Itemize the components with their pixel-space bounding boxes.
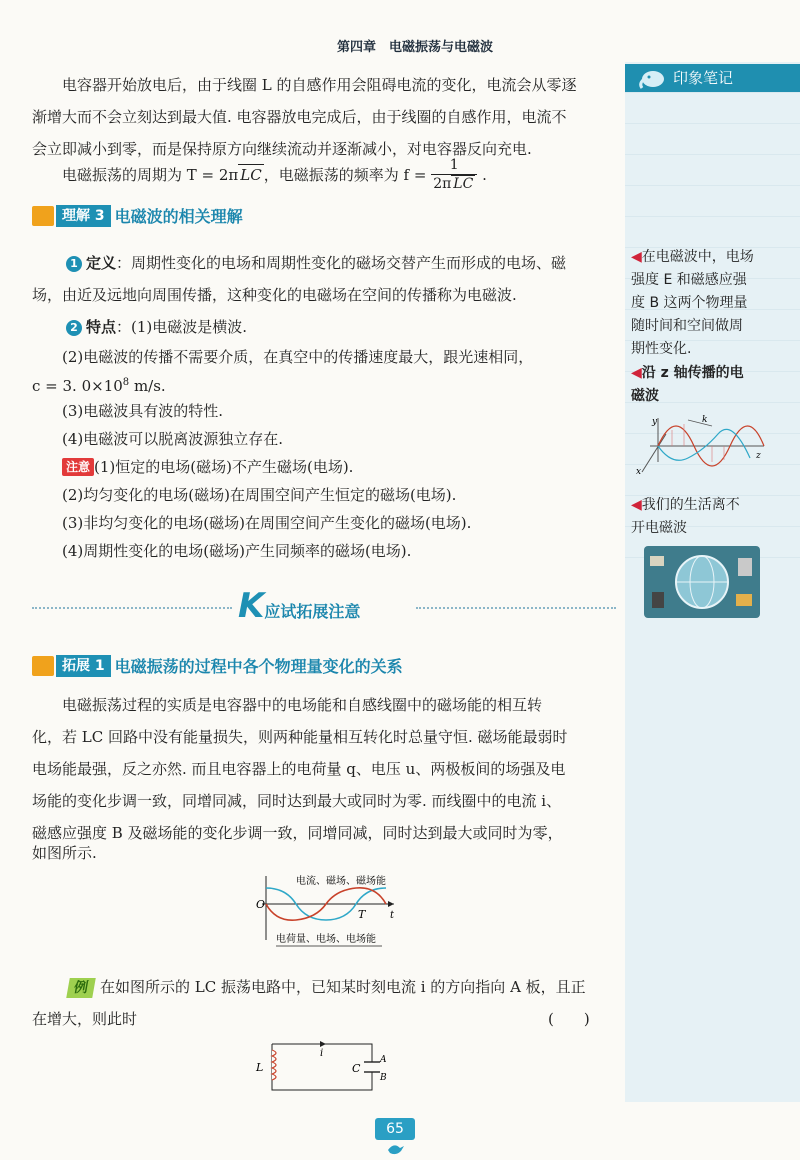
elephant-icon (637, 66, 667, 90)
axis-x-label: x (636, 467, 642, 477)
section-understand-heading (32, 204, 243, 230)
note-tag: 注意 (62, 458, 94, 476)
current-label: 电流、磁场、磁场能 (296, 876, 386, 887)
sidebar-note-2: ◀沿 z 轴传播的电 磁波 (631, 365, 744, 404)
number-badge-2: 2 (66, 320, 82, 336)
expand-line-2: 化，若 LC 回路中没有能量损失，则两种能量相互转化时总量守恒. 磁场能最弱时 (32, 728, 568, 746)
triangle-icon: ◀ (631, 365, 642, 381)
inductor-label: L (256, 1061, 264, 1074)
feature-line-1: 2 特点：(1)电磁波是横波. (66, 312, 247, 342)
note-line-4: (4)周期性变化的电场(磁场)产生同频率的磁场(电场). (62, 542, 412, 560)
section-title: 电磁振荡的过程中各个物理量变化的关系 (114, 657, 403, 676)
banner-title (238, 586, 360, 626)
feature-line-4: (4)电磁波可以脱离波源独立存在. (62, 430, 284, 448)
chapter-header: 第四章 电磁振荡与电磁波 (336, 40, 493, 55)
triangle-icon: ◀ (631, 249, 642, 265)
intro-line-3: 会立即减小到零，而是保持原方向继续流动并逐渐减小，对电容器反向充电. (32, 140, 532, 158)
section-tag: 拓展 1 (56, 655, 111, 677)
banner-letter: K (238, 586, 265, 626)
expand-line-6: 如图所示. (32, 844, 97, 862)
sidebar-header-label: 印象笔记 (673, 69, 734, 87)
book-icon (32, 656, 54, 676)
lc-circuit-diagram (254, 1034, 390, 1100)
frequency-fraction: $\frac{1}{\text{2π LC}}$ (431, 156, 477, 193)
feature-line-3: (3)电磁波具有波的特性. (62, 402, 224, 420)
expand-line-4: 场能的变化步调一致，同增同减，同时达到最大或同时为零. 而线圈中的电流 i、 (32, 792, 562, 810)
globe-devices-image (644, 546, 760, 618)
sidebar-note-1: ◀在电磁波中，电场 强度 E 和磁感应强 度 B 这两个物理量 随时间和空间做周 期性变化. (631, 249, 754, 357)
intro-line-1: 电容器开始放电后，由于线圈 L 的自感作用会阻碍电流的变化，电流会从零逐 (62, 76, 577, 94)
number-badge-1: 1 (66, 256, 82, 272)
definition-line-2: 场，由近及远地向周围传播，这种变化的电磁场在空间的传播称为电磁波. (32, 286, 517, 304)
banner-text: 应试拓展注意 (264, 602, 361, 621)
definition-line-1: 1 定义：周期性变化的电场和周期性变化的磁场交替产生而形成的电场、磁 (66, 248, 566, 278)
current-i-label: i (320, 1048, 324, 1059)
capacitor-label: C (352, 1062, 361, 1075)
page-number: 65 (375, 1118, 415, 1140)
example-line-2: 在增大，则此时 (32, 1010, 138, 1028)
expand-line-1: 电磁振荡过程的实质是电容器中的电场能和自感线圈中的磁场能的相互转 (62, 696, 543, 714)
example-tag: 例 (66, 978, 96, 998)
t-axis-label: t (390, 910, 395, 921)
axis-z-label: z (756, 451, 761, 461)
charge-label: 电荷量、电场、电场能 (276, 934, 376, 945)
note-line-1: 注意 (1)恒定的电场(磁场)不产生磁场(电场). (62, 452, 353, 482)
sidebar-header (625, 64, 800, 92)
section-title: 电磁波的相关理解 (114, 207, 243, 226)
plate-a-label: A (380, 1055, 387, 1065)
book-icon (32, 206, 54, 226)
banner-divider-left (32, 607, 232, 609)
period-mark: T (358, 908, 366, 921)
intro-line-2: 渐增大而不会立刻达到最大值. 电容器放电完成后，由于线圈的自感作用，电流不 (32, 108, 567, 126)
note-line-3: (3)非均匀变化的电场(磁场)在周围空间产生变化的磁场(电场). (62, 514, 472, 532)
triangle-icon: ◀ (631, 497, 642, 513)
axis-y-label: y (652, 417, 658, 427)
period-formula: 电磁振荡的周期为 T = 2π LC ，电磁振荡的频率为 f = $\frac{1}{\text{2π LC}}$ . (62, 157, 487, 192)
answer-parentheses: ( ) (548, 1010, 590, 1028)
section-expand-heading (32, 654, 403, 680)
em-wave-figure (632, 412, 768, 478)
feature-line-2a: (2)电磁波的传播不需要介质，在真空中的传播速度最大，跟光速相同， (62, 348, 534, 366)
feature-line-2b: c = 3. $0\times 10^8$ m/s. (32, 377, 166, 395)
banner-divider-right (416, 607, 616, 609)
note-line-2: (2)均匀变化的电场(磁场)在周围空间产生恒定的磁场(电场). (62, 486, 457, 504)
sqrt-lc: LC (240, 166, 262, 184)
section-tag: 理解 3 (56, 205, 111, 227)
wave-graph (252, 868, 400, 948)
example-line-1: 例 在如图所示的 LC 振荡电路中，已知某时刻电流 i 的方向指向 A 板，且正 (68, 972, 586, 1002)
axis-k-label: k (702, 415, 708, 425)
expand-line-3: 电场能最强，反之亦然. 而且电容器上的电荷量 q、电压 u、两极板间的场强及电 (32, 760, 566, 778)
origin-label: O (256, 898, 266, 911)
sidebar-note-3: ◀我们的生活离不 开电磁波 (631, 497, 740, 536)
bird-icon (386, 1142, 406, 1156)
expand-line-5: 磁感应强度 B 及磁场能的变化步调一致，同增同减，同时达到最大或同时为零， (32, 824, 563, 842)
plate-b-label: B (380, 1073, 387, 1083)
